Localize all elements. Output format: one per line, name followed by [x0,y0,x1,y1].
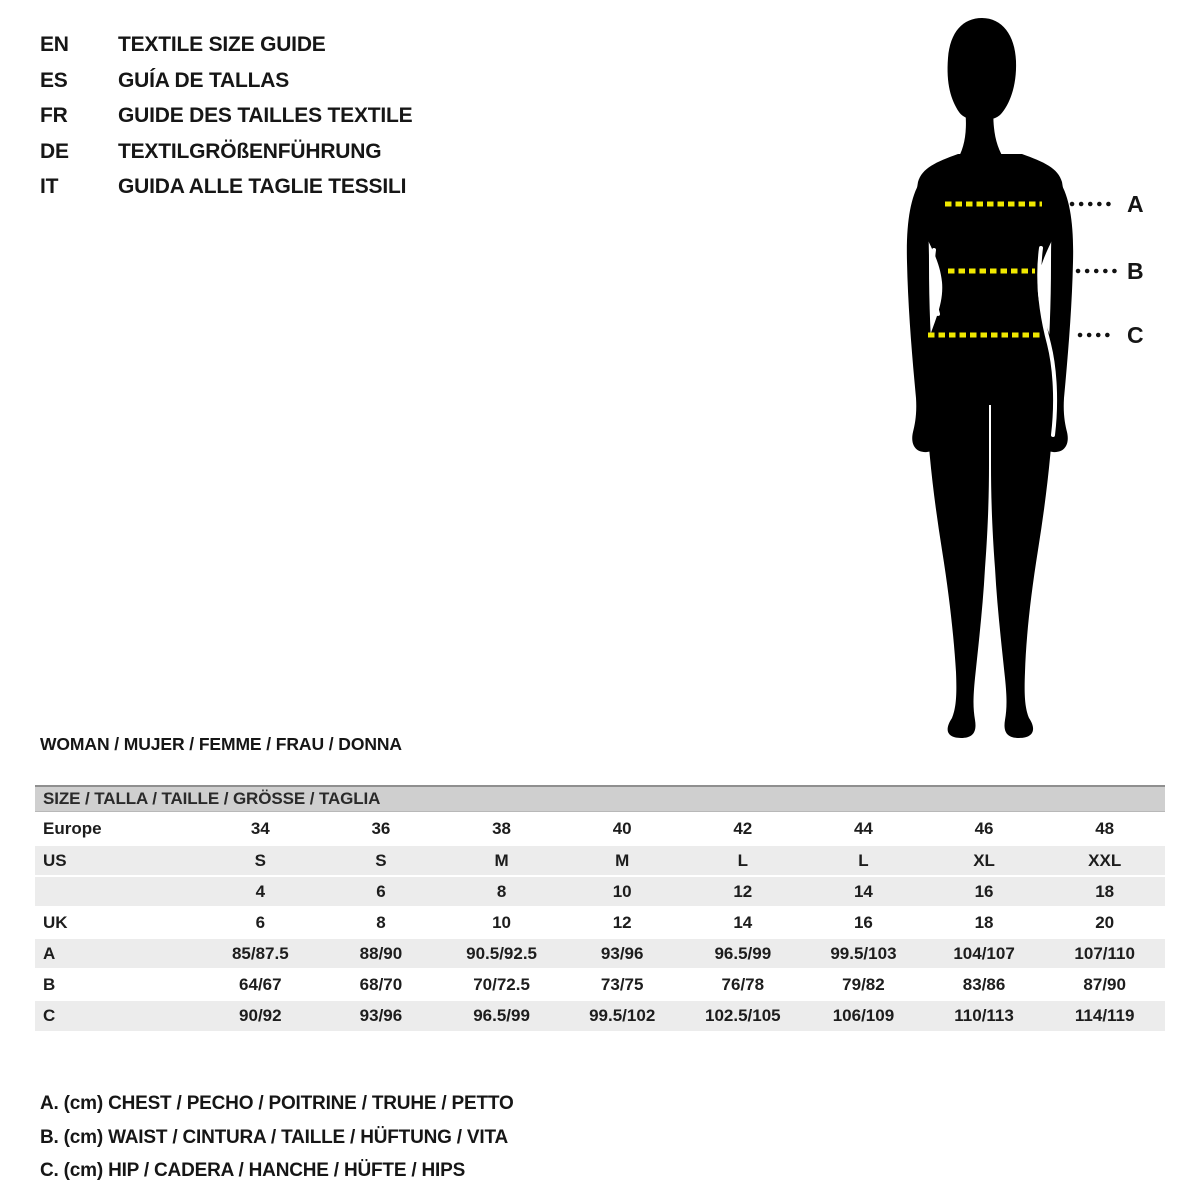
size-table [35,814,1165,1031]
legend-hip: C. (cm) HIP / CADERA / HANCHE / HÜFTE / HIPS [40,1160,466,1181]
language-row [40,134,412,170]
language-title: GUIDE DES TAILLES TEXTILE [118,104,413,127]
size-cell: 93/96 [600,943,644,963]
size-cell: 48 [1095,819,1115,838]
row-label: UK [43,912,68,932]
language-row [40,98,412,134]
size-cell: XXL [1088,850,1122,870]
size-cell: 34 [250,819,270,838]
row-label [35,876,200,907]
size-cell: 40 [612,819,632,838]
table-row [35,1000,1165,1031]
size-cell: 42 [733,819,753,838]
size-cell: 76/78 [721,974,765,994]
language-code: ES [40,68,68,92]
size-cell: 6 [376,881,386,901]
language-title: GUÍA DE TALLAS [118,68,290,92]
row-label: B [43,974,56,994]
size-cell: 8 [496,881,507,901]
size-cell: 64/67 [239,974,282,994]
size-cell: 99.5/102 [589,1006,656,1025]
silhouette-shape [907,18,1073,738]
size-cell: 14 [733,912,753,932]
size-cell: 104/107 [953,943,1015,963]
section-title: WOMAN / MUJER / FEMME / FRAU / DONNA [40,734,402,754]
silhouette-left-leg [926,395,989,738]
size-cell: 8 [376,912,386,932]
size-cell: 90.5/92.5 [466,943,538,963]
size-cell: 68/70 [359,974,403,994]
size-cell: 70/72.5 [473,974,530,994]
row-label: Europe [43,819,102,838]
row-label: C [43,1006,56,1025]
language-title: TEXTILGRÖßENFÜHRUNG [118,139,382,163]
language-row [40,169,412,205]
size-cell: 99.5/103 [830,943,897,963]
woman-silhouette-figure [880,10,1200,740]
size-cell: 18 [974,912,994,932]
table-row [35,938,1165,969]
size-cell: 93/96 [359,1006,403,1025]
language-row [40,63,412,99]
size-cell: 96.5/99 [714,943,772,963]
size-cell: 73/75 [600,974,644,994]
size-cell: 36 [371,819,391,838]
size-cell: 20 [1095,912,1115,932]
size-cell: 88/90 [359,943,403,963]
size-cell: 18 [1095,881,1115,901]
table-row [35,969,1165,1000]
language-list [40,27,412,205]
size-cell: S [254,850,266,870]
size-cell: 16 [974,881,994,901]
silhouette-right-leg [991,395,1054,738]
size-cell: S [375,850,387,870]
measurement-legend [40,1087,514,1188]
size-cell: 79/82 [842,974,885,994]
size-cell: 96.5/99 [473,1006,530,1025]
silhouette-torso [916,154,1064,405]
size-table-section [35,785,1165,1031]
language-code: EN [40,33,69,56]
language-title: GUIDA ALLE TAGLIE TESSILI [118,175,407,198]
table-row [35,814,1165,845]
size-cell: 114/119 [1074,1006,1135,1025]
size-table-body [35,814,1165,1031]
size-cell: 85/87.5 [231,943,289,963]
size-cell: 16 [853,912,873,932]
table-row [35,876,1165,907]
size-cell: 90/92 [239,1006,282,1025]
size-table-header: SIZE / TALLA / TAILLE / GRÖSSE / TAGLIA [35,785,1165,812]
language-row [40,27,412,63]
size-cell: 38 [492,819,512,838]
size-cell: 83/86 [962,974,1006,994]
size-cell: M [615,850,630,870]
legend-chest: A. (cm) CHEST / PECHO / POITRINE / TRUHE / PETTO [40,1093,514,1114]
row-label: US [43,850,67,870]
size-cell: 6 [255,912,266,932]
size-cell: 106/109 [832,1006,895,1025]
size-cell: 12 [612,912,632,932]
size-cell: M [494,850,509,870]
size-cell: 107/110 [1074,943,1135,963]
language-code: FR [40,104,68,127]
size-cell: 12 [733,881,753,901]
size-cell: 46 [974,819,994,838]
language-code: DE [40,139,69,163]
size-cell: 44 [853,819,873,838]
marker-label-c: C [1127,322,1144,348]
size-cell: 102.5/105 [704,1006,781,1025]
marker-label-a: A [1127,191,1144,217]
language-code: IT [40,175,59,198]
size-cell: 10 [612,881,632,901]
language-title: TEXTILE SIZE GUIDE [118,33,326,56]
size-cell: 14 [853,881,873,901]
size-cell: L [858,850,869,870]
size-cell: 110/113 [954,1006,1014,1025]
size-cell: L [737,850,748,870]
table-row [35,845,1165,876]
size-cell: 4 [255,881,266,901]
table-row [35,907,1165,938]
marker-label-b: B [1127,258,1144,284]
legend-waist: B. (cm) WAIST / CINTURA / TAILLE / HÜFTUNG / VITA [40,1126,508,1148]
size-cell: 87/90 [1083,974,1126,994]
size-cell: 10 [492,912,512,932]
row-label: A [43,943,56,963]
size-cell: XL [973,850,995,870]
